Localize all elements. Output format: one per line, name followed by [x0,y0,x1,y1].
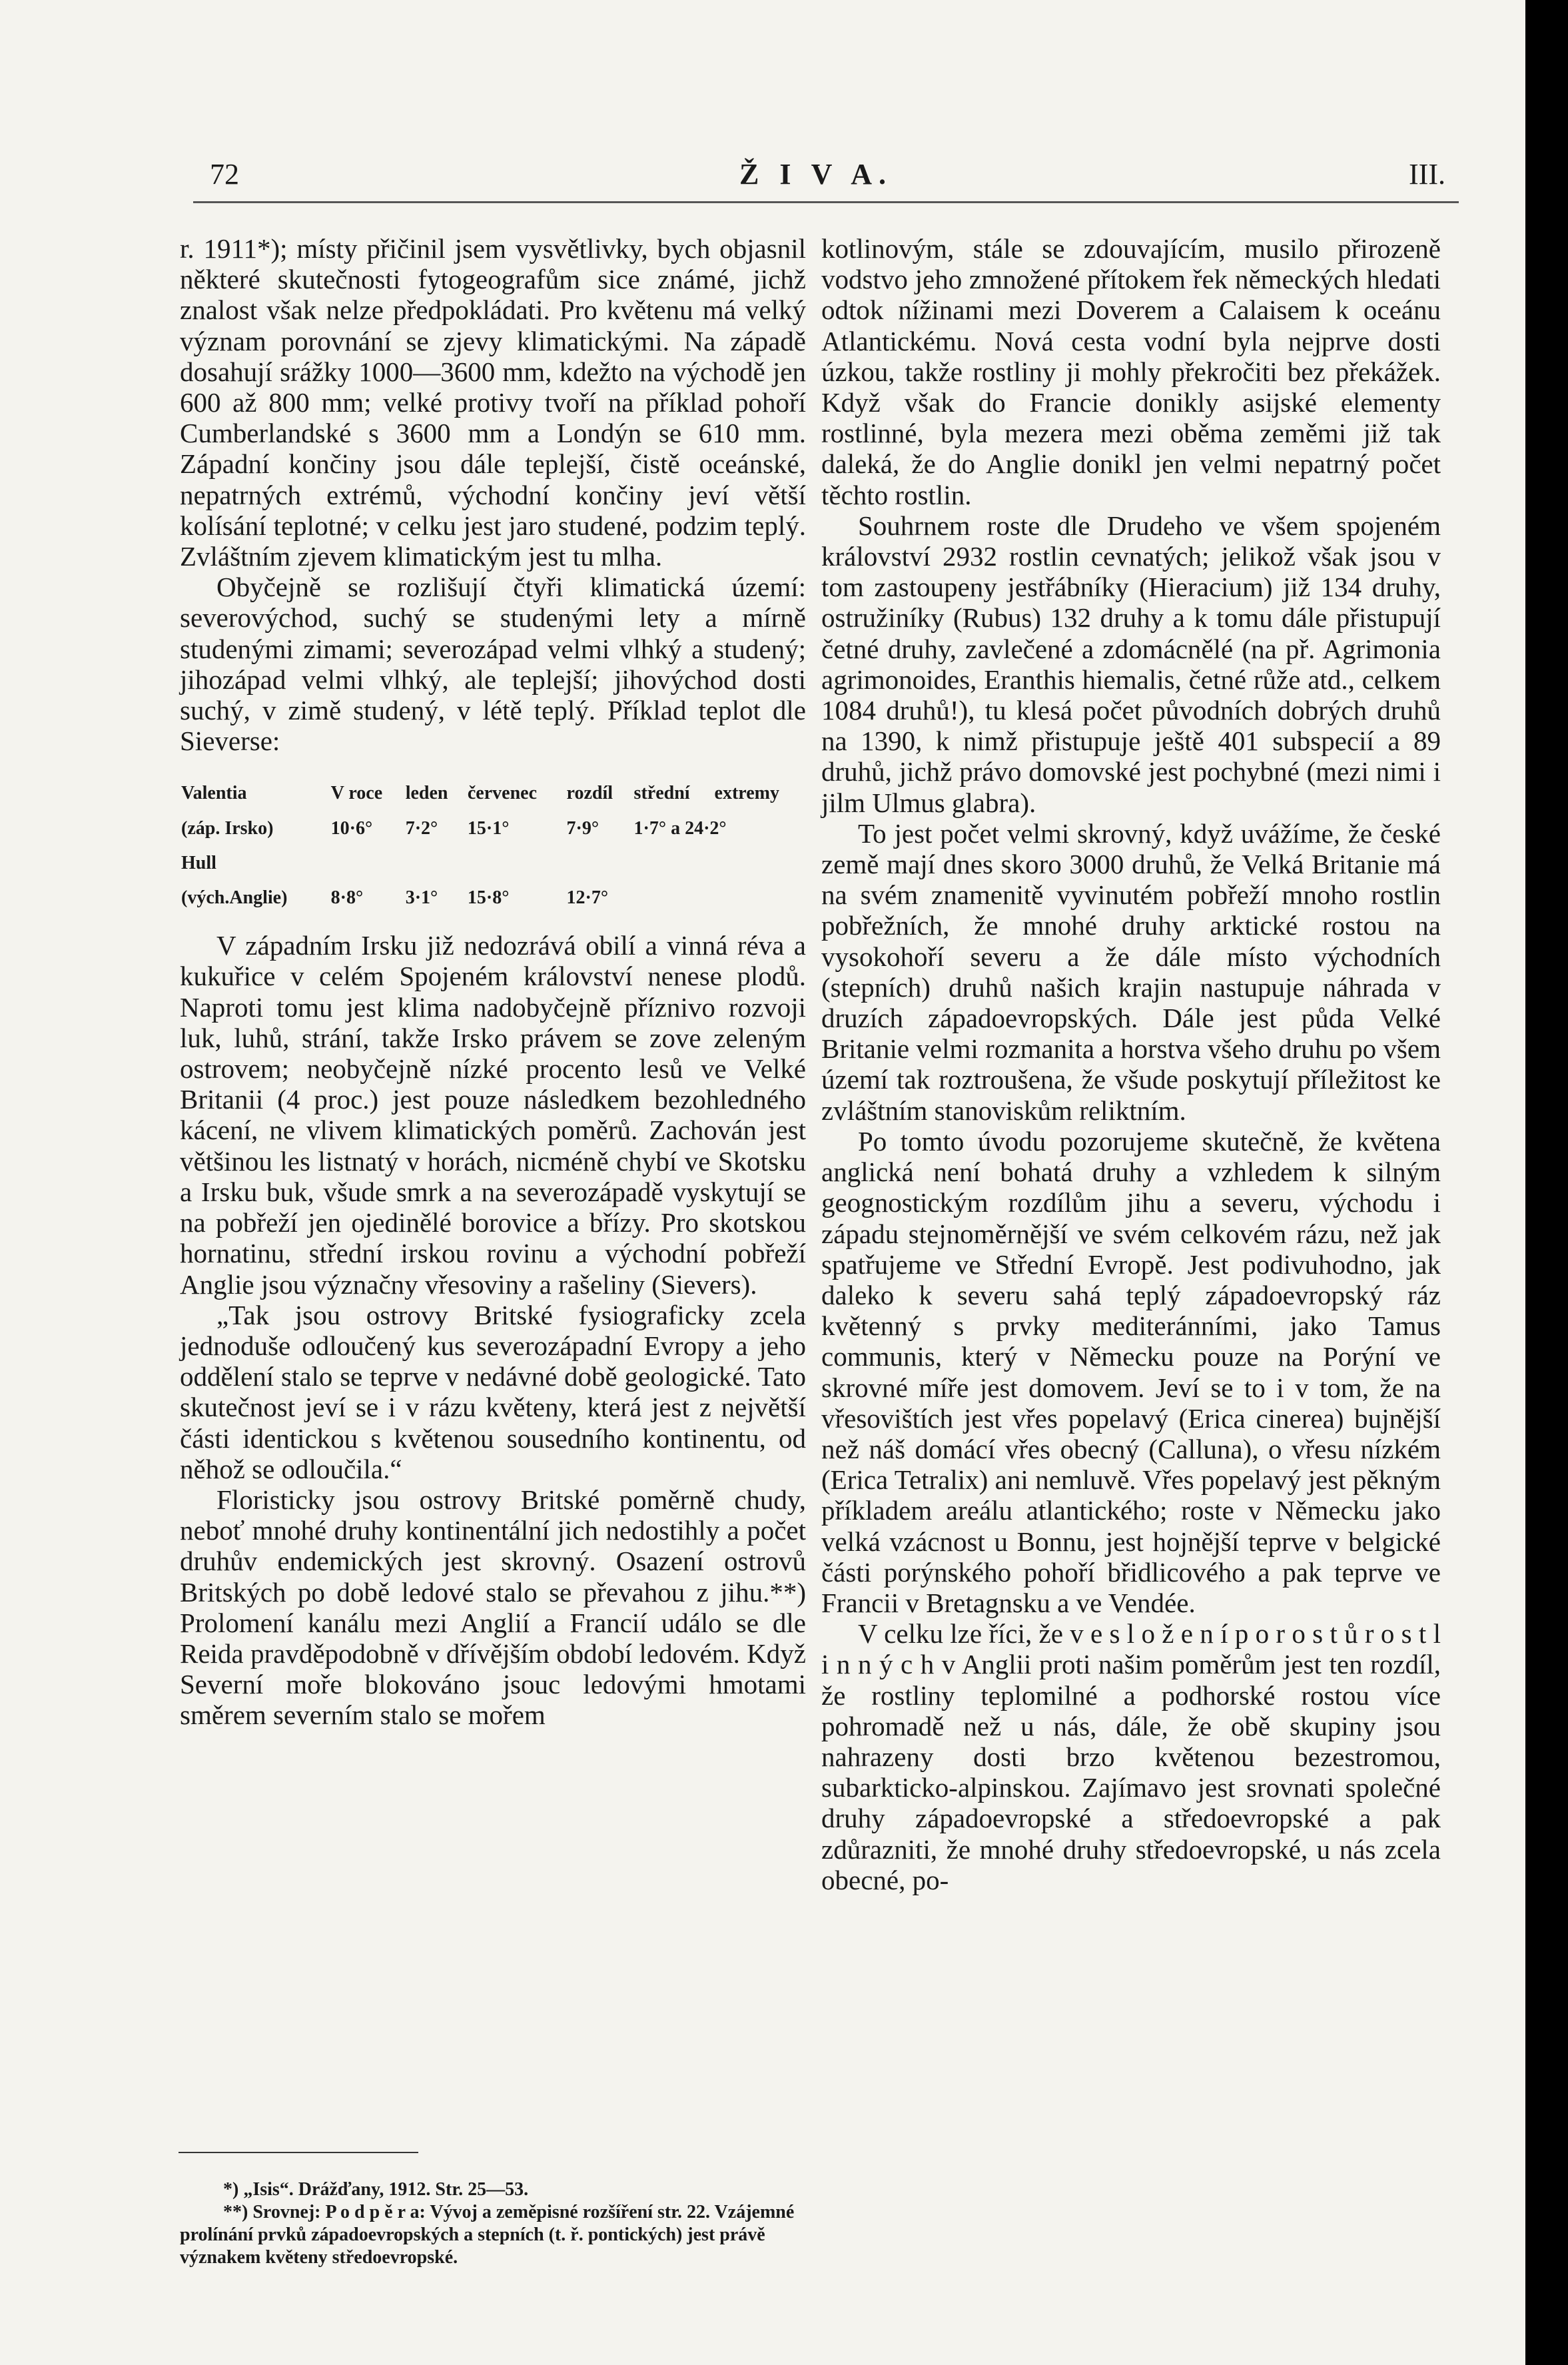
table-cell: 7·2° [405,817,438,839]
running-header [173,157,1459,197]
paragraph: Floristicky jsou ostrovy Britské poměrně chudy, neboť mnohé druhy kontinentální jich nedostihly a počet druhův endemických jest skrovný. Osazení ostrovů Britských po době ledové stalo se převahou z jihu.**) Prolomení kanálu mezi Anglií a Francií událo se dle Reida pravděpodobně v dřívějším období ledovém. Když Severní moře blokováno jsouc ledovými hmotami směrem severním stalo se mořem [180,1484,806,1731]
paragraph: V západním Irsku již nedozrává obilí a vinná réva a kukuřice v celém Spojeném království nenese plodů. Naproti tomu jest klima nadobyčejně příznivo rozvoji luk, luhů, strání, takže Irsko právem se zove zeleným ostrovem; neobyčejně nízké procento lesů ve Velké Britanii (4 proc.) jest pouze následkem bezohledného kácení, ne vlivem klimatických poměrů. Zachován jest většinou les listnatý v horách, nicméně chybí ve Skotsku a Irsku buk, všude smrk a na severozápadě vyskytují se na pobřeží jen ojedinělé borovice a břízy. Pro skotskou hornatinu, střední irskou rovinu a východní pobřeží Anglie jsou význačny vřesoviny a rašeliny (Sievers). [180,930,806,1300]
paragraph: V celku lze říci, že v e s l o ž e n í p o r o s t ů r o s t l i n n ý c h v Anglii proti našim poměrům jest ten rozdíl, že rostliny teplomilné a podhorské rostou více pohromadě než u nás, dále, že obě skupiny jsou nahrazeny dosti brzo květenou bezestromou, subarkticko-alpinskou. Zajímavo jest srovnati společné druhy západoevropské a středoevropské a pak zdůrazniti, že mnohé druhy středoevropské, u nás zcela obecné, po- [821,1618,1441,1895]
table-cell: (záp. Irsko) [181,817,274,839]
paragraph: kotlinovým, stále se zdouvajícím, musilo přirozeně vodstvo jeho zmnožené přítokem řek německých hledati odtok nížinami mezi Doverem a Calaisem k oceánu Atlantickému. Nová cesta vodní byla nejprve dosti úzkou, takže rostliny ji mohly překročiti bez překážek. Když však do Francie donikly asijské elementy rostlinné, byla mezera mezi oběma zeměmi již tak daleká, že do Anglie donikl jen velmi nepatrný počet těchto rostlin. [821,233,1441,510]
table-header-cell: červenec [467,783,538,804]
table-cell: 7·9° [566,817,599,839]
right-column [821,233,1441,1895]
table-header-cell: střední [633,783,690,804]
paragraph: „Tak jsou ostrovy Britské fysiograficky zcela jednoduše odloučený kus severozápadní Evropy a jeho oddělení stalo se teprve v nedávné době geologické. Tato skutečnost jeví se i v rázu květeny, která jest z největší části identickou s květenou sousedního kontinentu, od něhož se odloučila.“ [180,1299,806,1484]
paragraph: Souhrnem roste dle Drudeho ve všem spojeném království 2932 rostlin cevnatých; jelikož však jsou v tom zastoupeny jestřábníky (Hieracium) již 134 druhy, ostružiníky (Rubus) 132 druhy a k tomu dále přistupují četné druhy, zavlečené a zdomácnělé (na př. Agrimonia agrimonoides, Eranthis hiemalis, četné růže atd., celkem 1084 druhů!), tu klesá počet původních dobrých druhů na 1390, k nimž přistupuje ještě 401 subspecií a 89 druhů, jichž právo domovské jest pochybné (mezi nimi i jilm Ulmus glabra). [821,510,1441,818]
footnotes [180,2178,806,2269]
footnote: *) „Isis“. Drážďany, 1912. Str. 25—53. [223,2179,529,2200]
table-cell: 12·7° [566,887,609,909]
table-cell: 1·7° a 24·2° [633,817,727,839]
footnote-rule [179,2152,418,2153]
table-header-cell: Valentia [181,783,247,804]
climate-table [180,776,806,915]
paragraph: To jest počet velmi skrovný, když uvážíme, že české země mají dnes skoro 3000 druhů, že Velká Britanie má na svém znamenitě vyvinutém pobřeží mnoho rostlin pobřežních, že mnohé druhy arktické rostou na vysokohoří severu a že dále místo východních (stepních) druhů našich krajin nastupuje náhrada v druzích západoevropských. Dále jest půda Velké Britanie velmi rozmanita a horstva všeho druhu po všem území tak roztroušena, že všude poskytují příležitost ke zvláštním stanoviskům reliktním. [821,817,1441,1126]
table-cell: 15·1° [467,817,510,839]
left-column [180,233,806,1731]
table-cell: 10·6° [330,817,373,839]
paragraph: Po tomto úvodu pozorujeme skutečně, že květena anglická není bohatá druhy a vzhledem k silným geognostickým rozdílům jihu a severu, východu i západu stejnoměrnější ve svém celkovém rázu, než jak spatřujeme ve Střední Evropě. Jest podivuhodno, jak daleko k severu sahá teplý západoevropský ráz květenný s prvky mediteránními, jako Tamus communis, který v Německu pouze na Porýní ve skrovné míře jest domovem. Jeví se to i v tom, že na vřesovištích jest vřes popelavý (Erica cinerea) bujnější než náš domácí vřes obecný (Calluna), o vřesu nízkém (Erica Tetralix) ani nemluvě. Vřes popelavý jest pěkným příkladem areálu atlantického; roste v Německu jako velká vzácnost u Bonnu, jest hojnější teprve v belgické části porýnského pohoří břidlicového a pak teprve ve Francii v Bretagnsku a ve Vendée. [821,1125,1441,1618]
table-cell: 8·8° [330,887,364,909]
table-cell: Hull [181,852,216,873]
table-cell: 3·1° [405,887,438,909]
volume-number: III. [1409,158,1445,191]
table-header-cell: rozdíl [566,783,613,804]
table-header-cell: V roce [330,783,383,804]
paragraph: r. 1911*); místy přičinil jsem vysvětlivky, bych objasnil některé skutečnosti fytogeografům sice známé, jichž znalost však nelze předpokládati. Pro květenu má velký význam porovnání se zjevy klimatickými. Na západě dosahují srážky 1000—3600 mm, kdežto na východě jen 600 až 800 mm; velké protivy tvoří na příklad pohoří Cumberlandské s 3600 mm a Londýn se 610 mm. Západní končiny jsou dále teplejší, čistě oceánské, nepatrných extrémů, východní končiny jeví větší kolísání teplotné; v celku jest jaro studené, podzim teplý. Zvláštním zjevem klimatickým jest tu mlha. [180,233,806,572]
page-number: 72 [210,158,239,191]
table-row [180,811,806,846]
table-header-cell: leden [405,783,448,804]
table-header-cell: extremy [714,783,779,804]
paragraph: Obyčejně se rozlišují čtyři klimatická území: severovýchod, suchý se studenými lety a mírně studenými zimami; severozápad velmi vlhký a studený; jihozápad velmi vlhký, ale teplejší; jihovýchod dosti suchý, v zimě studený, v létě teplý. Příklad teplot dle Sieverse: [180,572,806,757]
table-row [180,846,806,881]
footnote: **) Srovnej: P o d p ě r a: Vývoj a zeměpisné rozšíření str. 22. Vzájemné prolínání prvků západoevropských a stepních (t. ř. pontických) jest právě význakem květeny středoevropské. [180,2202,795,2268]
header-rule [193,201,1459,203]
table-header-row [180,776,806,811]
table-cell: 15·8° [467,887,510,909]
table-row [180,881,806,915]
table-cell: (vých.Anglie) [181,887,288,909]
journal-title: Ž I V A. [739,158,893,191]
